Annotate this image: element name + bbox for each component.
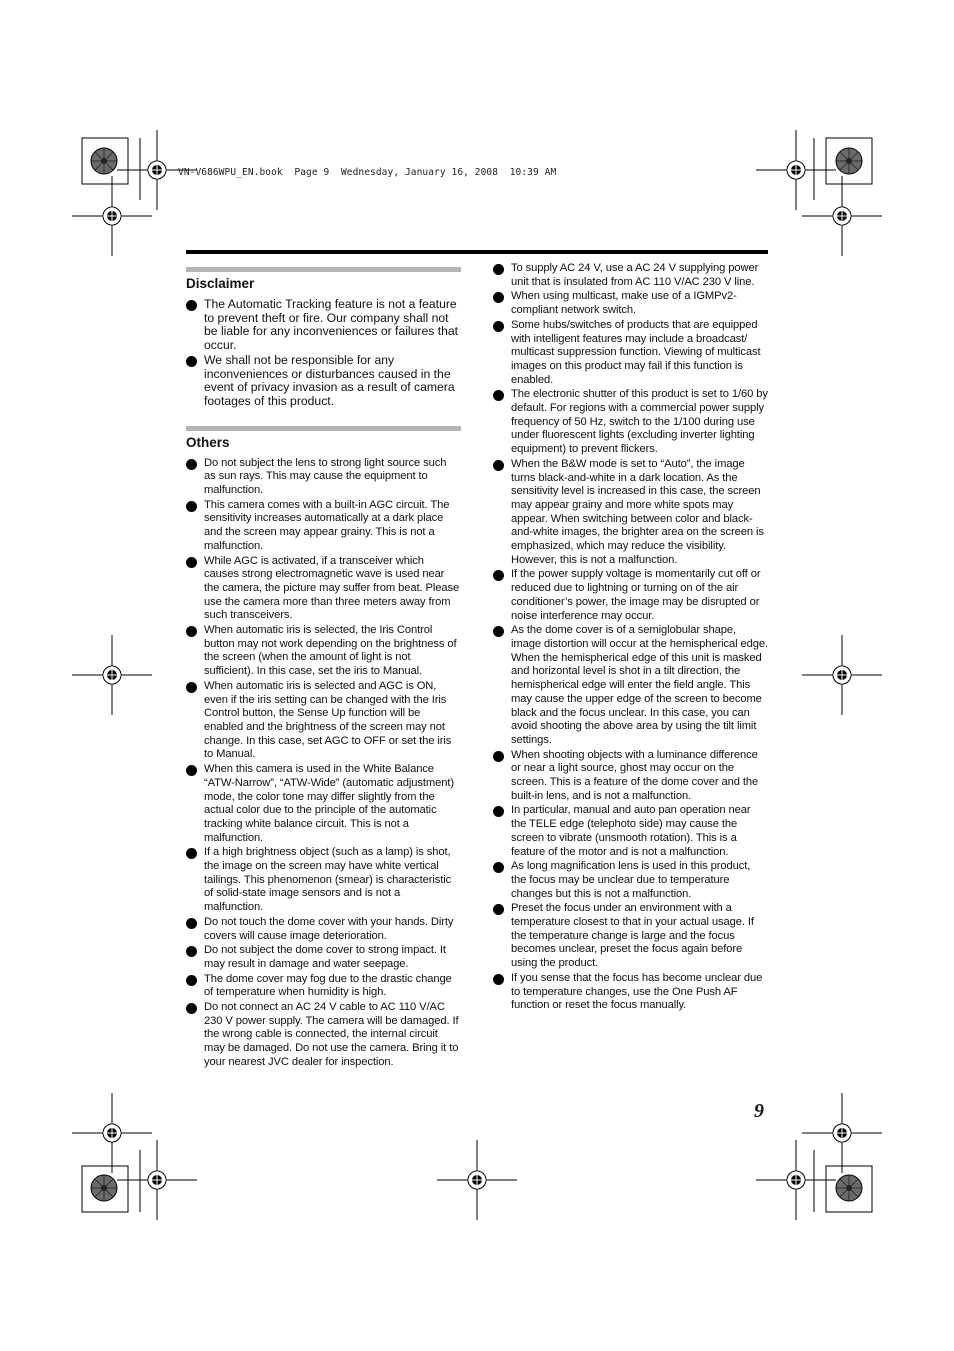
crop-mark-bottom-right [756, 1093, 882, 1220]
list-item [493, 624, 768, 747]
bullet-icon [493, 862, 504, 873]
bullet-icon [493, 460, 504, 471]
list-item-text: To supply AC 24 V, use a AC 24 V supplying power unit that is insulated from AC 110 V/AC 230 V line. [511, 262, 759, 288]
crop-mark-top-right [756, 130, 882, 256]
list-item [493, 319, 768, 388]
list-item-text: While AGC is activated, if a transceiver which causes strong electromagnetic wave is used near the camera, the picture may suffer from beat. Please use the camera more than three meters away from such transceivers. [204, 554, 460, 622]
list-item [186, 1001, 461, 1070]
bullet-icon [493, 751, 504, 762]
list-item [186, 763, 461, 845]
list-item-text: Do not touch the dome cover with your hands. Dirty covers will cause image deterioration. [204, 915, 454, 942]
left-column [186, 262, 461, 1071]
bullet-icon [493, 321, 504, 332]
list-item-text: In particular, manual and auto pan operation near the TELE edge (telephoto side) may cause the screen to vibrate (unsmooth rotation). This is a feature of the motor and is not a malfunction. [511, 804, 751, 858]
bullet-icon [186, 918, 197, 929]
crop-mark-bottom-left [72, 1093, 197, 1220]
bullet-icon [186, 459, 197, 470]
list-item [186, 680, 461, 762]
bullet-icon [186, 946, 197, 957]
list-item [493, 860, 768, 901]
bullet-icon [493, 904, 504, 915]
list-item-text: When automatic iris is selected and AGC is ON, even if the iris setting can be changed with the Iris Control button, the Sense Up function will be enabled and the brightness of the screen may not change. In this case, set AGC to OFF or set the iris to Manual. [204, 679, 452, 761]
list-item-text: The Automatic Tracking feature is not a feature to prevent theft or fire. Our company shall not be liable for any inconveniences or failures that occur. [204, 297, 459, 353]
list-item-text: As long magnification lens is used in this product, the focus may be unclear due to temperature changes but this is not a malfunction. [511, 860, 751, 900]
list-item [186, 555, 461, 624]
list-item [186, 499, 461, 554]
section-title-disclaimer: Disclaimer [186, 276, 255, 291]
bullet-icon [493, 292, 504, 303]
right-column-list [493, 262, 768, 1013]
list-item-text: Do not subject the lens to strong light source such as sun rays. This may cause the equipment to malfunction. [204, 456, 447, 497]
list-item [186, 354, 461, 409]
list-item [186, 457, 461, 498]
list-item [186, 846, 461, 915]
list-item [186, 298, 461, 353]
list-item-text: Do not connect an AC 24 V cable to AC 110 V/AC 230 V power supply. The camera will be damaged. If the wrong cable is connected, the internal circuit may be damaged. Do not use the camera. Bring it to your nearest JVC dealer for inspection. [204, 1001, 459, 1068]
bullet-icon [493, 974, 504, 985]
bullet-icon [493, 626, 504, 637]
crop-mark-mid-right [802, 635, 882, 715]
bullet-icon [186, 501, 197, 512]
list-item-text: When this camera is used in the White Balance “ATW-Narrow”, “ATW-Wide” (automatic adjustment) mode, the color tone may differ slightly from the actual color due to the principle of the automatic tracking white balance circuit. This is not a malfunction. [204, 763, 454, 844]
bullet-icon [186, 356, 197, 367]
list-item [186, 944, 461, 971]
section-bar [186, 426, 461, 431]
list-item [493, 262, 768, 289]
others-section [186, 426, 461, 1070]
list-item-text: If a high brightness object (such as a lamp) is shot, the image on the screen may have white vertical tailings. This phenomenon (smear) is characteristic of solid-state image sensors and is not a malfunction. [204, 846, 452, 914]
bullet-icon [186, 1003, 197, 1014]
others-list [186, 457, 461, 1070]
list-item-text: When using multicast, make use of a IGMPv2-compliant network switch. [511, 290, 737, 317]
disclaimer-section [186, 267, 461, 409]
list-item [493, 749, 768, 804]
list-item-text: If you sense that the focus has become unclear due to temperature changes, use the One Push AF function or reset the focus manually. [511, 971, 763, 1012]
crop-mark-bottom-center [437, 1140, 517, 1220]
list-item [493, 804, 768, 859]
crop-mark-mid-left [72, 635, 152, 715]
list-item-text: We shall not be responsible for any inconveniences or disturbances caused in the event of privacy invasion as a result of camera footages of this product. [204, 352, 455, 408]
section-title-others: Others [186, 434, 230, 450]
bullet-icon [186, 682, 197, 693]
list-item [186, 973, 461, 1000]
list-item [493, 388, 768, 457]
list-item-text: The dome cover may fog due to the drastic change of temperature when humidity is high. [204, 972, 452, 999]
list-item [493, 568, 768, 623]
crop-mark-top-left [72, 130, 197, 256]
list-item-text: When the B&W mode is set to “Auto”, the image turns black-and-white in a dark location. As the sensitivity level is increased in this case, the screen may appear grainy and more white spots may appear. When switching between color and black-and-white images, the brighter area on the screen is emphasized, which may reduce the visibility. However, this is not a malfunction. [511, 457, 764, 566]
list-item [186, 624, 461, 679]
list-item-text: If the power supply voltage is momentarily cut off or reduced due to lightning or turning on of the air conditioner’s power, the image may be disrupted or noise interference may occur. [511, 568, 761, 622]
bullet-icon [186, 626, 197, 637]
list-item [493, 458, 768, 568]
list-item-text: As the dome cover is of a semiglobular shape, image distortion will occur at the hemispherical edge. When the hemispherical edge of this unit is masked and horizontal level is shot in a tilt direction, the hemispherical edge will enter the field angle. This may cause the upper edge of the screen to become black and the focus unclear. In this case, you can avoid shooting the above area by using the tilt limit settings. [511, 624, 769, 746]
list-item-text: This camera comes with a built-in AGC circuit. The sensitivity increases automatically at a dark place and the screen may appear grainy. This is not a malfunction. [204, 498, 450, 552]
bullet-icon [186, 557, 197, 568]
bullet-icon [493, 570, 504, 581]
disclaimer-list [186, 298, 461, 409]
bullet-icon [186, 765, 197, 776]
top-rule [186, 250, 768, 254]
list-item [493, 972, 768, 1013]
bullet-icon [493, 264, 504, 275]
bullet-icon [493, 390, 504, 401]
page-number: 9 [754, 1100, 764, 1122]
bullet-icon [186, 300, 197, 311]
list-item [493, 902, 768, 971]
bullet-icon [186, 848, 197, 859]
right-column [493, 262, 768, 1014]
section-bar [186, 267, 461, 272]
bullet-icon [186, 975, 197, 986]
list-item [186, 916, 461, 943]
list-item-text: Preset the focus under an environment with a temperature closest to that in your actual usage. If the temperature change is large and the focus becomes unclear, preset the focus again before using the product. [511, 902, 754, 970]
list-item-text: When automatic iris is selected, the Iris Control button may not work depending on the brightness of the screen (when the amount of light is not sufficient). In this case, set the iris to Manual. [204, 624, 457, 678]
list-item-text: When shooting objects with a luminance difference or near a light source, ghost may occur on the screen. This is a feature of the dome cover and the built-in lens, and is not a malfunction. [511, 748, 759, 802]
list-item-text: Do not subject the dome cover to strong impact. It may result in damage and water seepage. [204, 944, 446, 970]
print-header: VN-V686WPU_EN.book Page 9 Wednesday, January 16, 2008 10:39 AM [178, 167, 557, 178]
bullet-icon [493, 806, 504, 817]
list-item-text: Some hubs/switches of products that are equipped with intelligent features may include a broadcast/ multicast suppression function. Viewing of multicast images on this product may fail if this function is enabled. [511, 318, 761, 386]
list-item [493, 290, 768, 317]
list-item-text: The electronic shutter of this product is set to 1/60 by default. For regions with a commercial power supply frequency of 50 Hz, switch to the 1/100 during use under fluorescent lights (excluding inverter lighting equipment) to prevent flickers. [511, 388, 768, 456]
